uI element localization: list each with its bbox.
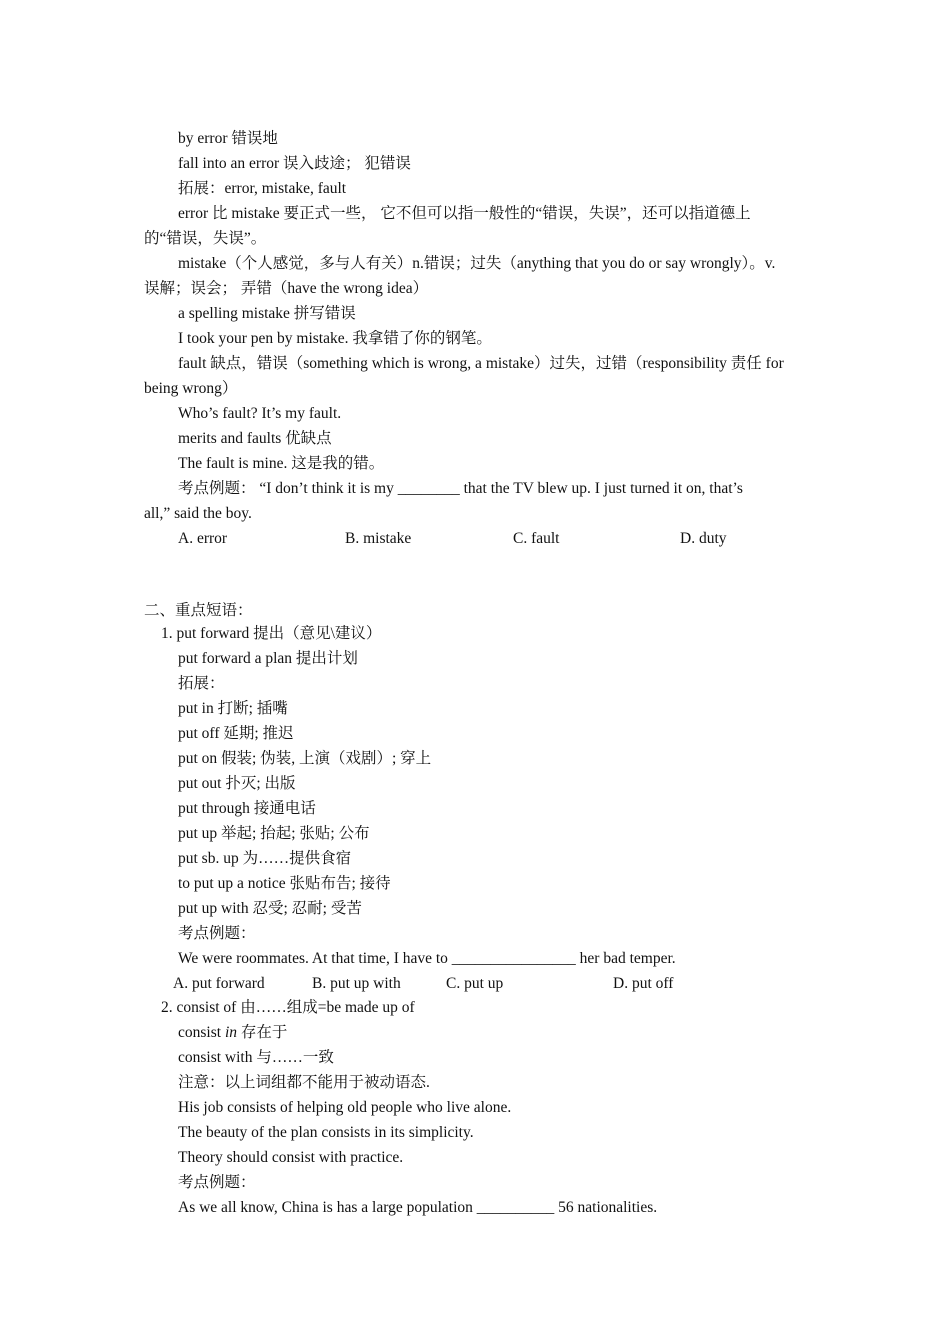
line-fault-definition-cont: being wrong） <box>144 380 238 397</box>
line-exercise-label-2: 考点例题： <box>178 1174 256 1191</box>
line-example-job: His job consists of helping old people who live alone. <box>178 1099 512 1116</box>
line-fault-mine: The fault is mine. 这是我的错。 <box>178 455 385 472</box>
line-put-off: put off 延期; 推迟 <box>178 725 294 742</box>
choice-a: A. put forward <box>173 975 265 992</box>
line-put-up-notice: to put up a notice 张贴布告; 接待 <box>178 875 391 892</box>
line-consist-with: consist with 与……一致 <box>178 1049 334 1066</box>
line-exercise-question: 考点例题： “I don’t think it is my ________ that the TV blew up. I just turned it on, that’s <box>178 480 743 497</box>
line-error-explanation: error 比 mistake 要正式一些， 它不但可以指一般性的“错误，失误”，还可以指道德上 <box>178 205 751 222</box>
phrase-1-title: 1. put forward 提出（意见\建议） <box>161 625 382 642</box>
line-put-in: put in 打断; 插嘴 <box>178 700 288 717</box>
line-exercise-label-1: 考点例题： <box>178 925 256 942</box>
consist-word: consist <box>178 1024 225 1041</box>
choice-b: B. mistake <box>345 530 412 547</box>
line-example-theory: Theory should consist with practice. <box>178 1149 404 1166</box>
line-merits-faults: merits and faults 优缺点 <box>178 430 332 447</box>
line-note-passive: 注意：以上词组都不能用于被动语态. <box>178 1074 430 1091</box>
line-put-out: put out 扑灭; 出版 <box>178 775 296 792</box>
exercise-choices-1 <box>0 529 950 549</box>
line-put-through: put through 接通电话 <box>178 800 316 817</box>
line-fault-definition: fault 缺点，错误（something which is wrong, a mistake）过失，过错（responsibility 责任 for <box>178 355 784 372</box>
line-mistake-definition: mistake（个人感觉，多与人有关）n.错误；过失（anything that you do or say wrongly）。v. <box>178 255 776 272</box>
choice-d: D. duty <box>680 530 727 547</box>
line-put-sb-up: put sb. up 为……提供食宿 <box>178 850 352 867</box>
line-put-up-with: put up with 忍受; 忍耐; 受苦 <box>178 900 362 917</box>
line-example-pen: I took your pen by mistake. 我拿错了你的钢笔。 <box>178 330 492 347</box>
line-whose-fault: Who’s fault? It’s my fault. <box>178 405 342 422</box>
line-mistake-definition-cont: 误解；误会； 弄错（have the wrong idea） <box>144 280 429 297</box>
line-extension-heading: 拓展：error, mistake, fault <box>178 180 347 197</box>
choice-c: C. put up <box>446 975 504 992</box>
line-error-explanation-cont: 的“错误，失误”。 <box>144 230 267 247</box>
line-fall-into-error: fall into an error 误入歧途； 犯错误 <box>178 155 411 172</box>
line-by-error: by error 错误地 <box>178 130 278 147</box>
line-spelling-mistake: a spelling mistake 拼写错误 <box>178 305 356 322</box>
section-heading: 二、重点短语： <box>144 602 253 619</box>
in-word: in <box>224 1024 237 1041</box>
choice-a: A. error <box>178 530 228 547</box>
phrase-2-title: 2. consist of 由……组成=be made up of <box>161 999 415 1016</box>
line-put-up: put up 举起; 抬起; 张贴; 公布 <box>178 825 370 842</box>
line-consist-in <box>178 1023 287 1043</box>
choice-b: B. put up with <box>312 975 401 992</box>
line-put-forward-plan: put forward a plan 提出计划 <box>178 650 358 667</box>
choice-c: C. fault <box>513 530 560 547</box>
line-example-beauty: The beauty of the plan consists in its simplicity. <box>178 1124 474 1141</box>
line-put-on: put on 假装; 伪装, 上演（戏剧）; 穿上 <box>178 750 432 767</box>
consist-in-meaning: 存在于 <box>237 1024 288 1041</box>
choice-d: D. put off <box>613 975 674 992</box>
line-extension-label: 拓展： <box>178 675 225 692</box>
line-exercise-china: As we all know, China is has a large population __________ 56 nationalities. <box>178 1199 658 1216</box>
line-exercise-question-cont: all,” said the boy. <box>144 505 252 522</box>
line-exercise-roommates: We were roommates. At that time, I have to ________________ her bad temper. <box>178 950 676 967</box>
exercise-choices-2 <box>0 974 950 994</box>
